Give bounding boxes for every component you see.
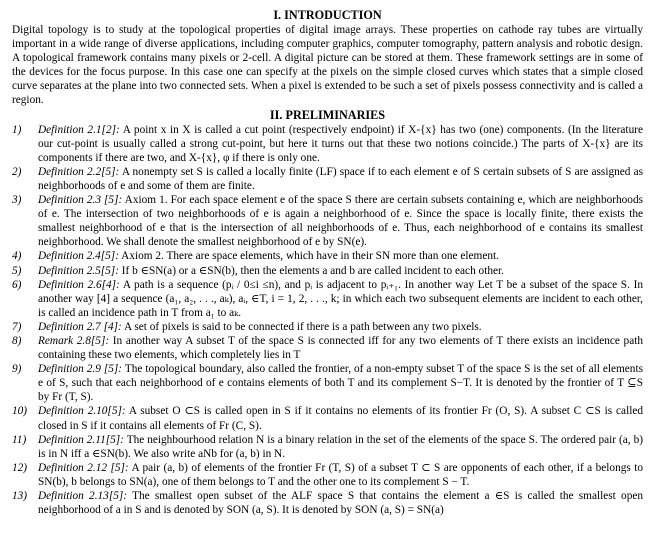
definition-item	[12, 165, 643, 193]
definition-text: Axiom 2. There are space elements, which have in their SN more than one element.	[118, 250, 499, 263]
definition-text: A nonempty set S is called a locally finite (LF) space if to each element e of S certain subsets of S are assigned as neighborhoods of e and some of them are finite.	[38, 165, 643, 192]
definition-label: Remark 2.8[5]:	[38, 334, 110, 347]
definition-item	[12, 489, 643, 517]
definition-item	[12, 123, 643, 165]
definition-text: A pair (a, b) of elements of the frontier Fr (T, S) of a subset T ⊂ S are opponents of each other, if a belongs to SN(b), b belongs to SN(a), one of them belongs to T and the other one to its complement S − T.	[38, 461, 644, 488]
definition-item	[12, 433, 643, 461]
definition-label: Definition 2.7 [4]:	[38, 320, 122, 333]
definition-item	[12, 362, 643, 404]
introduction-paragraph: Digital topology is to study at the topological properties of digital image arrays. These properties on cathode ray tubes are virtually important in a wide range of diverse applications, including computer graphics, computer tomography, pattern analysis and robotic design. A topological framework contains many pixels or 2-cell. A digital picture can be stored at them. These framework settings are in some of the devices for the focus purpose. In this case one can specify at the pixels on the simple closed curves which states that a simple closed curve separates at the plane into two connected sets. When a pixel is extended to be such a set of pixels possess connectivity and is called a region.	[12, 24, 643, 107]
definition-text: A path is a sequence (pᵢ / 0≤i ≤n), and pᵢ is adjacent to pᵢ₊₁. In another way Let T be a subset of the space S. In another way [4] a sequence (a₁, a₂, . . ., aₖ), aᵢ, ∈T, i = 1, 2, . . ., k; in which each two subsequent elements are incident to each other, is called an incidence path in T from a₁ to aₖ.	[38, 278, 643, 319]
definition-item	[12, 193, 643, 249]
definition-item	[12, 278, 643, 320]
item-number: 6)	[12, 278, 22, 291]
definition-text: The topological boundary, also called the frontier, of a non-empty subset T of the space S is the set of all elements e of S, such that each neighborhood of e contains elements of both T and its complement S−T. It is denoted by the frontier of T ⊆S by Fr (T, S).	[38, 363, 643, 404]
definition-label: Definition 2.6[4]:	[38, 278, 120, 291]
item-number: 5)	[12, 264, 22, 277]
item-number: 13)	[12, 490, 28, 502]
definition-text: The neighbourhood relation N is a binary relation in the set of the elements of the space S. The ordered pair (a, b) is in N iff a ∈SN(b). We also write aNb for (a, b) in N.	[38, 433, 643, 460]
definition-label: Definition 2.5[5]:	[38, 264, 119, 277]
item-number: 10)	[12, 405, 28, 418]
definition-text: A subset O ⊂S is called open in S if it contains no elements of its frontier Fr (O, S). A subset C ⊂S is called closed in S if it contains all elements of Fr (C, S).	[38, 405, 644, 432]
definition-item	[12, 461, 643, 489]
definition-label: Definition 2.13[5]:	[38, 490, 128, 502]
definition-item	[12, 334, 643, 362]
definition-item	[12, 249, 643, 263]
definition-item	[12, 264, 643, 278]
definition-label: Definition 2.10[5]:	[38, 405, 126, 418]
item-number: 9)	[12, 363, 22, 376]
item-number: 12)	[12, 461, 28, 474]
definition-item	[12, 404, 643, 432]
definition-text: The smallest open subset of the ALF space S that contains the element a ∈S is called the smallest open neighborhood of a in S and is denoted by SON (a, S). It is denoted by SON (a, S) = SN(a)	[38, 490, 644, 517]
definition-label: Definition 2.12 [5]:	[38, 461, 129, 474]
definition-label: Definition 2.9 [5]:	[38, 363, 123, 376]
definition-text: Axiom 1. For each space element e of the space S there are certain subsets containing e, which are neighborhoods of e. The intersection of two neighborhoods of e is again a neighborhood of e. Since the space is locally finite, there exists the smallest neighborhood of e that is the intersection of all neighborhoods of e. Thus, each neighborhood of e contains its smallest neighborhood. We shall denote the smallest neighborhood of e by SN(e).	[38, 194, 643, 249]
definition-label: Definition 2.3 [5]:	[38, 194, 123, 207]
definition-label: Definition 2.2[5]:	[38, 165, 120, 178]
item-number: 1)	[12, 123, 22, 136]
item-number: 4)	[12, 250, 22, 263]
definitions-list	[12, 123, 643, 518]
definition-label: Definition 2.11[5]:	[38, 433, 124, 446]
definition-text: A point x in X is called a cut point (respectively endpoint) if X-{x} has two (one) components. (In the literature our cut-point is usually called a strong cut-point, but here it turns out that these two notions coincide.) The parts of X-{x} are its components if there are two, and X-{x}, φ if there is only one.	[38, 123, 643, 164]
definition-text: A set of pixels is said to be connected if there is a path between any two pixels.	[121, 320, 482, 333]
definition-label: Definition 2.4[5]:	[38, 250, 119, 263]
item-number: 11)	[12, 433, 27, 446]
definition-text: If b ∈SN(a) or a ∈SN(b), then the elements a and b are called incident to each other.	[118, 264, 504, 277]
introduction-heading: I. INTRODUCTION	[273, 8, 382, 22]
preliminaries-heading: II. PRELIMINARIES	[269, 107, 386, 122]
definition-label: Definition 2.1[2]:	[38, 123, 120, 136]
definition-text: In another way A subset T of the space S is connected iff for any two elements of T there exists an incidence path containing these two elements, which completely lies in T	[38, 334, 643, 362]
item-number: 2)	[12, 165, 22, 178]
item-number: 7)	[12, 320, 22, 333]
item-number: 3)	[12, 194, 22, 207]
definition-item	[12, 320, 643, 334]
item-number: 8)	[12, 334, 22, 347]
